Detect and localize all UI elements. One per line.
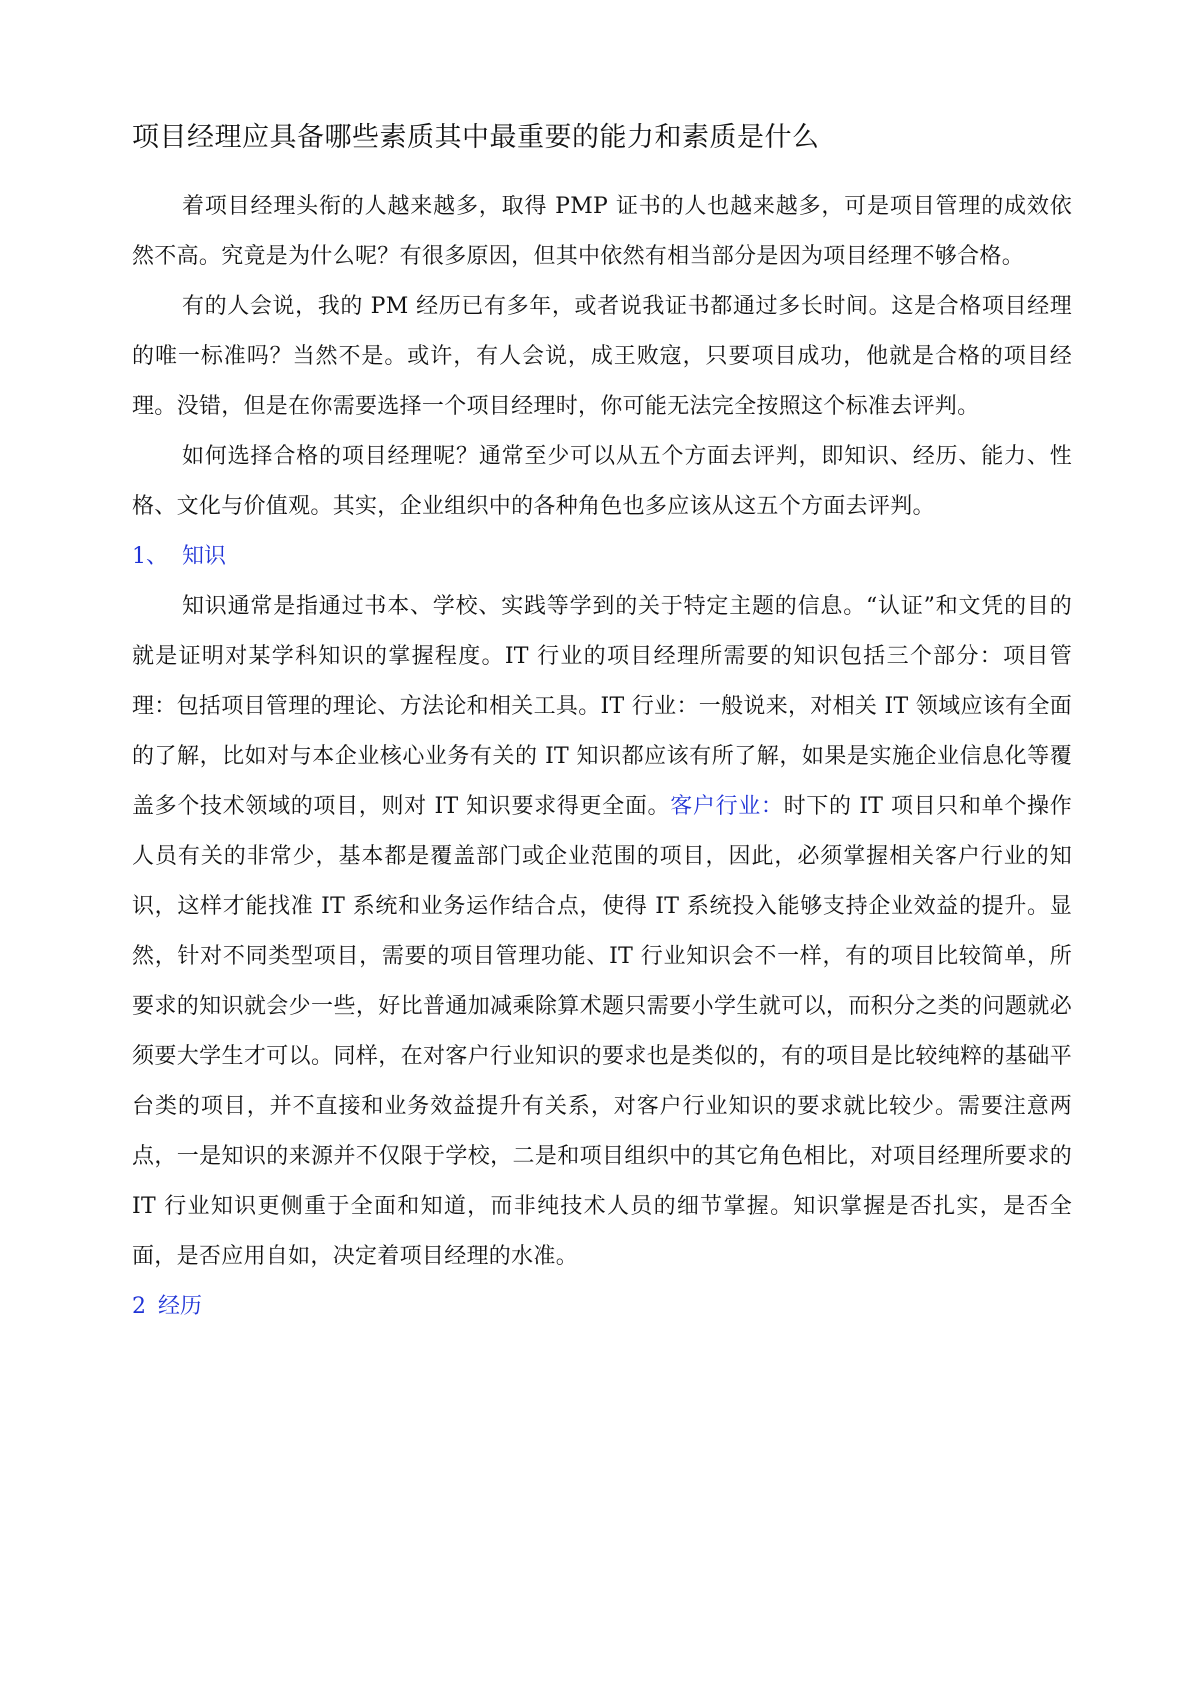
section-1-body-part1: 知识通常是指通过书本、学校、实践等学到的关于特定主题的信息。“认证”和文凭的目的就是证明对某学科知识的掌握程度。IT 行业的项目经理所需要的知识包括三个部分：项目管理：包括项目管理的理论、方法论和相关工具。IT 行业：一般说来，对相关 IT 领域应该有全面的了解，比如对与本企业核心业务有关的 IT 知识都应该有所了解，如果是实施企业信息化等覆盖多个技术领域的项目，则对 IT 知识要求得更全面。 xyxy=(132,594,1072,819)
section-2-number: 2 xyxy=(132,1294,146,1319)
intro-paragraph-3: 如何选择合格的项目经理呢？通常至少可以从五个方面去评判，即知识、经历、能力、性格、文化与价值观。其实，企业组织中的各种角色也多应该从这五个方面去评判。 xyxy=(132,444,1072,519)
intro-paragraph-1: 着项目经理头衔的人越来越多，取得 PMP 证书的人也越来越多，可是项目管理的成效依然不高。究竟是为什么呢？有很多原因，但其中依然有相当部分是因为项目经理不够合格。 xyxy=(132,194,1072,269)
section-1-body xyxy=(132,582,1072,1282)
section-1-body-part2: 时下的 IT 项目只和单个操作人员有关的非常少，基本都是覆盖部门或企业范围的项目，因此，必须掌握相关客户行业的知识，这样才能找准 IT 系统和业务运作结合点，使得 IT 系统投入能够支持企业效益的提升。显然，针对不同类型项目，需要的项目管理功能、IT 行业知识会不一样，有的项目比较简单，所要求的知识就会少一些，好比普通加减乘除算术题只需要小学生就可以，而积分之类的问题就必须要大学生才可以。同样，在对客户行业知识的要求也是类似的，有的项目是比较纯粹的基础平台类的项目，并不直接和业务效益提升有关系，对客户行业知识的要求就比较少。需要注意两点，一是知识的来源并不仅限于学校，二是和项目组织中的其它角色相比，对项目经理所要求的 IT 行业知识更侧重于全面和知道，而非纯技术人员的细节掌握。知识掌握是否扎实，是否全面，是否应用自如，决定着项目经理的水准。 xyxy=(132,794,1072,1269)
section-2-heading xyxy=(132,1282,1072,1332)
section-2-title: 经历 xyxy=(158,1294,203,1319)
intro-paragraph-2: 有的人会说，我的 PM 经历已有多年，或者说我证书都通过多长时间。这是合格项目经理的唯一标准吗？当然不是。或许，有人会说，成王败寇，只要项目成功，他就是合格的项目经理。没错，但是在你需要选择一个项目经理时，你可能无法完全按照这个标准去评判。 xyxy=(132,294,1072,419)
section-1-title: 知识 xyxy=(182,544,227,569)
document-page xyxy=(132,118,1072,1332)
document-title: 项目经理应具备哪些素质其中最重要的能力和素质是什么 xyxy=(132,122,820,153)
section-1-number: 1、 xyxy=(132,544,168,569)
customer-industry-highlight: 客户行业： xyxy=(670,794,784,819)
section-1-heading xyxy=(132,532,1072,582)
